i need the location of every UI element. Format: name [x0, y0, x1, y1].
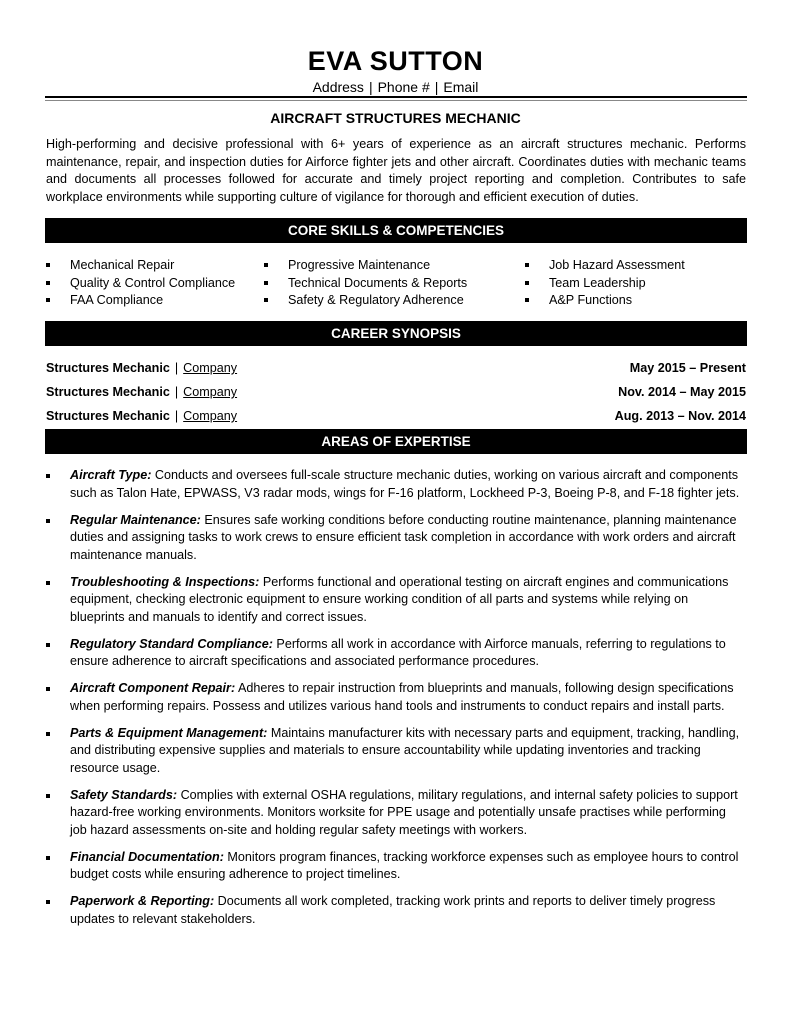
career-entry [46, 406, 746, 426]
skill-label: Technical Documents & Reports [288, 275, 468, 290]
bullet-icon [46, 687, 50, 691]
bullet-icon [46, 732, 50, 736]
expertise-item [46, 512, 746, 565]
expertise-item [46, 680, 746, 715]
expertise-item [46, 787, 746, 840]
expertise-text: Maintains manufacturer kits with necessary parts and equipment, tracking, handling, and distributing expensive supplies and materials to ensure accountability while updating inventories and tracking resource usage. [70, 725, 740, 775]
bullet-icon [46, 519, 50, 523]
expertise-lead: Safety Standards: [70, 787, 178, 802]
bullet-icon [525, 281, 529, 285]
job-dates: Nov. 2014 – May 2015 [618, 385, 746, 399]
job-title: AIRCRAFT STRUCTURES MECHANIC [270, 110, 521, 126]
expertise-lead: Troubleshooting & Inspections: [70, 574, 260, 589]
skill-item [525, 275, 685, 293]
skill-label: Quality & Control Compliance [70, 275, 236, 290]
expertise-text: Conducts and oversees full-scale structure mechanic duties, working on various aircraft and components such as Talon Hate, EPWASS, V3 radar mods, wings for F-16 platform, Lockheed P-3, Boeing P-8, and F-18 fighter jets. [70, 468, 740, 500]
skill-item [525, 292, 685, 310]
contact-line [0, 78, 791, 96]
expertise-lead: Financial Documentation: [70, 849, 224, 864]
expertise-item [46, 574, 746, 627]
expertise-lead: Regular Maintenance: [70, 512, 201, 527]
career-entry [46, 358, 746, 378]
header-divider [45, 96, 747, 98]
company-link[interactable]: Company [183, 361, 238, 375]
expertise-text: Adheres to repair instruction from blueprints and manuals, following design specifications when performing repairs. Possess and utilizes various hand tools and instruments to conduct repairs and install parts. [70, 681, 734, 713]
job-role: Structures Mechanic [46, 361, 170, 375]
expertise-text: Performs functional and operational testing on aircraft engines and communications equipment, checking electronic equipment to ensure working condition of all parts and systems while relying on blueprints and manuals to identify and correct issues. [70, 574, 729, 624]
expertise-text: Complies with external OSHA regulations, military regulations, and internal safety policies to support hazard-free working environments. Monitors worksite for PPE usage and potentially unsafe practises while performing job hazard assessments on-site and holding regular safety meetings with workers. [70, 787, 738, 837]
career-entry [46, 382, 746, 402]
expertise-list [46, 467, 746, 938]
section-heading-expertise: AREAS OF EXPERTISE [45, 429, 747, 454]
expertise-lead: Regulatory Standard Compliance: [70, 636, 273, 651]
skill-label: Progressive Maintenance [288, 258, 431, 272]
skills-column [264, 257, 467, 310]
expertise-lead: Parts & Equipment Management: [70, 725, 268, 740]
expertise-text: Monitors program finances, tracking workforce expenses such as employee hours to control budget costs while ensuring adherence to project timelines. [70, 849, 739, 881]
expertise-item [46, 467, 746, 502]
skill-label: Safety & Regulatory Adherence [288, 293, 464, 307]
expertise-lead: Paperwork & Reporting: [70, 894, 215, 908]
bullet-icon [46, 281, 50, 285]
professional-summary: High-performing and decisive professional with 6+ years of experience as an aircraft structures mechanic. Performs maintenance, repair, and inspection duties for Airforce fighter jets and other aircraft. Coordinates duties with mechanic teams and documents all processes followed for accurate and timely project reporting and completion. Contributes to safe workplace environments while supporting culture of vigilance for thorough and efficient execution of duties. [46, 137, 746, 204]
contact-separator: | [434, 79, 439, 95]
skills-column [525, 257, 685, 310]
section-heading-career: CAREER SYNOPSIS [45, 321, 747, 346]
expertise-lead: Aircraft Component Repair: [70, 681, 236, 695]
contact-phone: Phone # [377, 79, 430, 95]
skill-item [46, 275, 235, 293]
skill-item [525, 257, 685, 275]
skill-label: FAA Compliance [70, 293, 164, 307]
expertise-lead: Aircraft Type: [70, 468, 152, 482]
skill-item [46, 257, 235, 275]
job-role: Structures Mechanic [46, 409, 170, 423]
candidate-name: EVA SUTTON [307, 46, 484, 76]
skill-label: Job Hazard Assessment [549, 258, 685, 272]
skill-item [46, 292, 235, 310]
bullet-icon [264, 298, 268, 302]
company-link[interactable]: Company [183, 385, 238, 399]
expertise-item [46, 893, 746, 928]
bullet-icon [525, 298, 529, 302]
contact-address: Address [312, 79, 364, 95]
role-separator: | [174, 409, 179, 423]
job-dates: May 2015 – Present [629, 361, 746, 375]
bullet-icon [264, 263, 268, 267]
role-separator: | [174, 385, 179, 399]
expertise-text: Ensures safe working conditions before conducting routine maintenance, planning maintenance duties and assigning tasks to work crews to ensure efficient task completion in accordance with work orders and aircraft maintenance manuals. [70, 512, 737, 562]
bullet-icon [46, 856, 50, 860]
bullet-icon [46, 263, 50, 267]
expertise-text: Documents all work completed, tracking work prints and reports to deliver timely progress updates to relevant stakeholders. [70, 894, 716, 926]
company-link[interactable]: Company [183, 409, 238, 423]
skill-label: Mechanical Repair [70, 258, 175, 272]
skill-label: A&P Functions [549, 293, 633, 307]
bullet-icon [46, 581, 50, 585]
skill-label: Team Leadership [549, 275, 646, 290]
bullet-icon [46, 298, 50, 302]
skill-item [264, 292, 467, 310]
expertise-item [46, 725, 746, 778]
expertise-text: Performs all work in accordance with Airforce manuals, referring to regulations to ensure adherence to aircraft specifications and associated performance procedures. [70, 636, 726, 668]
skills-column [46, 257, 235, 310]
section-heading-skills: CORE SKILLS & COMPETENCIES [45, 218, 747, 243]
bullet-icon [46, 794, 50, 798]
header-divider-thin [45, 100, 747, 101]
bullet-icon [264, 281, 268, 285]
expertise-item [46, 636, 746, 671]
bullet-icon [46, 643, 50, 647]
role-separator: | [174, 361, 179, 375]
expertise-item [46, 849, 746, 884]
bullet-icon [525, 263, 529, 267]
contact-separator: | [368, 79, 373, 95]
contact-email: Email [443, 79, 479, 95]
bullet-icon [46, 474, 50, 478]
skills-grid [46, 257, 746, 313]
job-dates: Aug. 2013 – Nov. 2014 [614, 409, 746, 423]
job-role: Structures Mechanic [46, 385, 170, 399]
skill-item [264, 257, 467, 275]
bullet-icon [46, 900, 50, 904]
skill-item [264, 275, 467, 293]
